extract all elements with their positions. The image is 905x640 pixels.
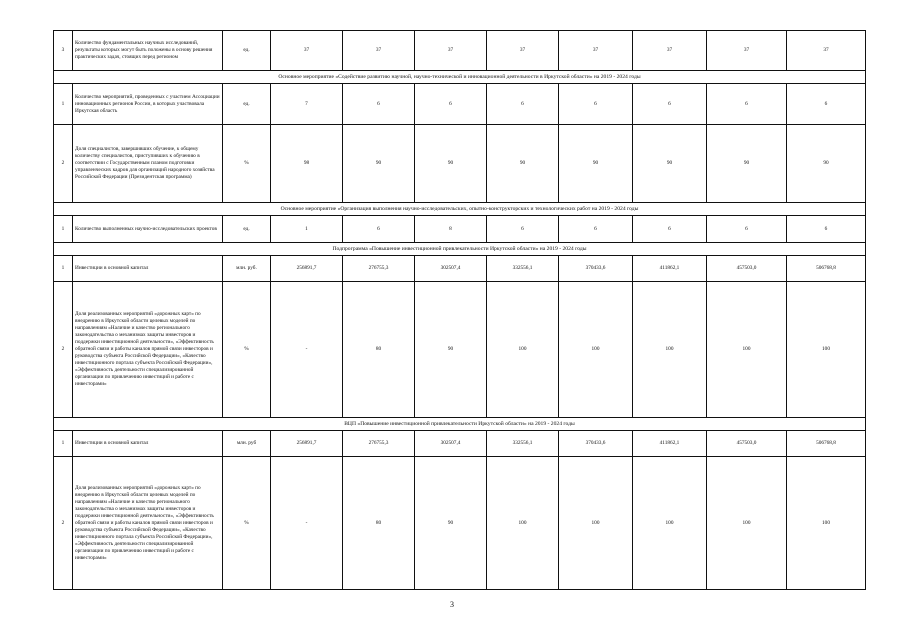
page-number: 3	[450, 600, 454, 609]
value-cell: 6	[787, 216, 866, 243]
value-cell: 90	[415, 125, 487, 203]
value-cell: 80	[343, 457, 415, 590]
unit-cell: %	[223, 125, 271, 203]
value-cell: 90	[707, 125, 787, 203]
value-cell: 90	[559, 125, 633, 203]
value-cell: 37	[343, 31, 415, 71]
value-cell: 411862,1	[633, 431, 707, 457]
value-cell: 7	[271, 84, 343, 125]
section-header-row	[54, 71, 866, 84]
value-cell: 6	[559, 216, 633, 243]
table-row	[54, 457, 866, 590]
value-cell: 100	[707, 457, 787, 590]
value-cell: 457503,0	[707, 256, 787, 282]
table-row	[54, 216, 866, 243]
value-cell: 100	[633, 457, 707, 590]
row-number: 2	[54, 125, 73, 203]
row-number: 3	[54, 31, 73, 71]
table-row	[54, 431, 866, 457]
value-cell: 100	[707, 282, 787, 418]
value-cell: 98	[271, 125, 343, 203]
value-cell: -	[271, 457, 343, 590]
table-row	[54, 282, 866, 418]
value-cell: 302507,4	[415, 431, 487, 457]
value-cell: 37	[487, 31, 559, 71]
unit-cell: ед.	[223, 31, 271, 71]
value-cell: 370433,6	[559, 431, 633, 457]
row-number: 1	[54, 84, 73, 125]
value-cell: 256891,7	[271, 256, 343, 282]
section-header-row	[54, 203, 866, 216]
value-cell: 100	[559, 457, 633, 590]
unit-cell: ед.	[223, 84, 271, 125]
value-cell: 6	[787, 84, 866, 125]
value-cell: 6	[707, 216, 787, 243]
section-title: Подпрограмма «Повышение инвестиционной привлекательности Иркутской области» на 2019 - 2024 годы	[54, 243, 866, 256]
value-cell: 6	[707, 84, 787, 125]
value-cell: 100	[487, 457, 559, 590]
indicator-name: Инвестиции в основной капитал	[73, 256, 223, 282]
row-number: 1	[54, 431, 73, 457]
section-title: Основное мероприятие «Организация выполнения научно-исследовательских, опытно-конструкторских и технологических работ на 2019 - 2024 годы	[54, 203, 866, 216]
value-cell: 100	[787, 457, 866, 590]
value-cell: 100	[787, 282, 866, 418]
value-cell: 6	[487, 216, 559, 243]
value-cell: 37	[633, 31, 707, 71]
table-row	[54, 256, 866, 282]
value-cell: 8	[415, 216, 487, 243]
value-cell: 100	[633, 282, 707, 418]
value-cell: 37	[707, 31, 787, 71]
value-cell: 90	[415, 457, 487, 590]
table-row	[54, 84, 866, 125]
value-cell: 6	[559, 84, 633, 125]
value-cell: 370433,6	[559, 256, 633, 282]
value-cell: 506768,8	[787, 256, 866, 282]
unit-cell: млн. руб.	[223, 256, 271, 282]
value-cell: 90	[487, 125, 559, 203]
row-number: 1	[54, 256, 73, 282]
row-number: 2	[54, 282, 73, 418]
value-cell: 90	[787, 125, 866, 203]
indicator-name: Количество мероприятий, проведенных с участием Ассоциации инновационных регионов России, в которых участвовала Иркутская область	[73, 84, 223, 125]
section-header-row	[54, 418, 866, 431]
indicator-name: Доля специалистов, завершивших обучение, к общему количеству специалистов, приступивших к обучению в соответствии с Государственным планом подготовки управленческих кадров для организаций народного хозяйства Российской Федерации (Президентская программа)	[73, 125, 223, 203]
value-cell: 37	[271, 31, 343, 71]
value-cell: 506768,8	[787, 431, 866, 457]
value-cell: 6	[415, 84, 487, 125]
value-cell: 332556,1	[487, 431, 559, 457]
unit-cell: %	[223, 282, 271, 418]
value-cell: 90	[633, 125, 707, 203]
unit-cell: %	[223, 457, 271, 590]
value-cell: 276755,3	[343, 431, 415, 457]
indicator-name: Инвестиции в основной капитал	[73, 431, 223, 457]
value-cell: 411862,1	[633, 256, 707, 282]
value-cell: 90	[415, 282, 487, 418]
value-cell: 100	[559, 282, 633, 418]
value-cell: 256891,7	[271, 431, 343, 457]
value-cell: 6	[633, 84, 707, 125]
table-row	[54, 125, 866, 203]
value-cell: 90	[343, 125, 415, 203]
value-cell: 6	[487, 84, 559, 125]
value-cell: 457503,0	[707, 431, 787, 457]
value-cell: 80	[343, 282, 415, 418]
indicator-name: Количество фундаментальных научных исследований, результаты которых могут быть положены в основу решения практических задач, стоящих перед регионом	[73, 31, 223, 71]
value-cell: 37	[559, 31, 633, 71]
value-cell: 276755,3	[343, 256, 415, 282]
value-cell: 6	[343, 216, 415, 243]
value-cell: 1	[271, 216, 343, 243]
indicator-name: Доля реализованных мероприятий «дорожных карт» по внедрению в Иркутской области целевых моделей по направлениям «Наличие и качество регионального законодательства о механизмах защиты инвесторов и поддержки инвестиционной деятельности», «Эффективность обратной связи и работы каналов прямой связи инвесторов и руководства субъекта Российской Федерации», «Качество инвестиционного портала субъекта Российской Федерации», «Эффективность деятельности специализированной организации по привлечению инвестиций и работе с инвесторами»	[73, 457, 223, 590]
row-number: 1	[54, 216, 73, 243]
value-cell: 6	[633, 216, 707, 243]
indicator-name: Доля реализованных мероприятий «дорожных карт» по внедрению в Иркутской области целевых моделей по направлениям «Наличие и качество регионального законодательства о механизмах защиты инвесторов и поддержки инвестиционной деятельности», «Эффективность обратной связи и работы каналов прямой связи инвесторов и руководства субъекта Российской Федерации», «Качество инвестиционного портала субъекта Российской Федерации», «Эффективность деятельности специализированной организации по привлечению инвестиций и работе с инвесторами»	[73, 282, 223, 418]
value-cell: 100	[487, 282, 559, 418]
value-cell: 6	[343, 84, 415, 125]
row-number: 2	[54, 457, 73, 590]
value-cell: 332556,1	[487, 256, 559, 282]
section-header-row	[54, 243, 866, 256]
indicator-name: Количество выполненных научно-исследовательских проектов	[73, 216, 223, 243]
value-cell: 37	[415, 31, 487, 71]
unit-cell: млн. руб	[223, 431, 271, 457]
value-cell: 302507,4	[415, 256, 487, 282]
section-title: Основное мероприятие «Содействие развитию научной, научно-технической и инновационной деятельности в Иркутской области» на 2019 - 2024 годы	[54, 71, 866, 84]
value-cell: -	[271, 282, 343, 418]
unit-cell: ед.	[223, 216, 271, 243]
value-cell: 37	[787, 31, 866, 71]
section-title: ВЦП «Повышение инвестиционной привлекательности Иркутской области» на 2019 - 2024 годы	[54, 418, 866, 431]
indicators-table	[53, 30, 866, 590]
table-row	[54, 31, 866, 71]
